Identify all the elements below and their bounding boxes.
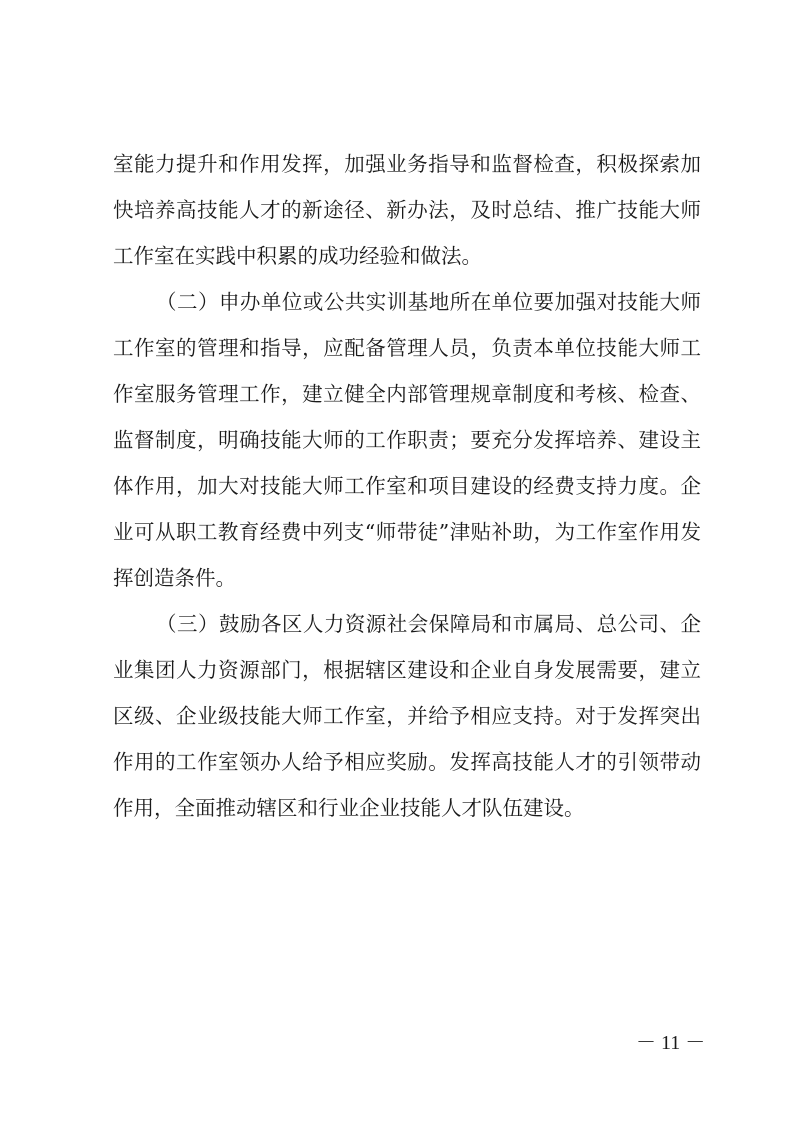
text-line: 工作室在实践中积累的成功经验和做法。 [113,244,482,268]
text-line: 业可从职工教育经费中列支“师带徒”津贴补助，为工作室作用发 [113,520,701,544]
text-line: 工作室的管理和指导，应配备管理人员，负责本单位技能大师工 [113,336,701,360]
text-line: 快培养高技能人才的新途径、新办法，及时总结、推广技能大师 [113,198,701,222]
text-line: 室能力提升和作用发挥，加强业务指导和监督检查，积极探索加 [113,152,701,176]
text-line: 业集团人力资源部门，根据辖区建设和企业自身发展需要，建立 [113,658,701,682]
text-line: 区级、企业级技能大师工作室，并给予相应支持。对于发挥突出 [113,704,701,728]
text-line: （三）鼓励各区人力资源社会保障局和市属局、总公司、企 [156,612,701,636]
text-line: （二）申办单位或公共实训基地所在单位要加强对技能大师 [156,290,701,314]
text-line: 作室服务管理工作，建立健全内部管理规章制度和考核、检查、 [113,382,701,406]
text-line: 体作用，加大对技能大师工作室和项目建设的经费支持力度。企 [113,474,701,498]
text-line: 作用，全面推动辖区和行业企业技能人才队伍建设。 [113,796,585,820]
text-line: 作用的工作室领办人给予相应奖励。发挥高技能人才的引领带动 [113,750,701,774]
text-line: 监督制度，明确技能大师的工作职责；要充分发挥培养、建设主 [113,428,701,452]
paragraph-continuation [113,141,701,279]
paragraph-section-2 [113,279,701,601]
body-text [113,141,701,831]
paragraph-section-3 [113,601,701,831]
page-number: － 11 － [636,1032,706,1054]
text-line: 挥创造条件。 [113,566,236,590]
